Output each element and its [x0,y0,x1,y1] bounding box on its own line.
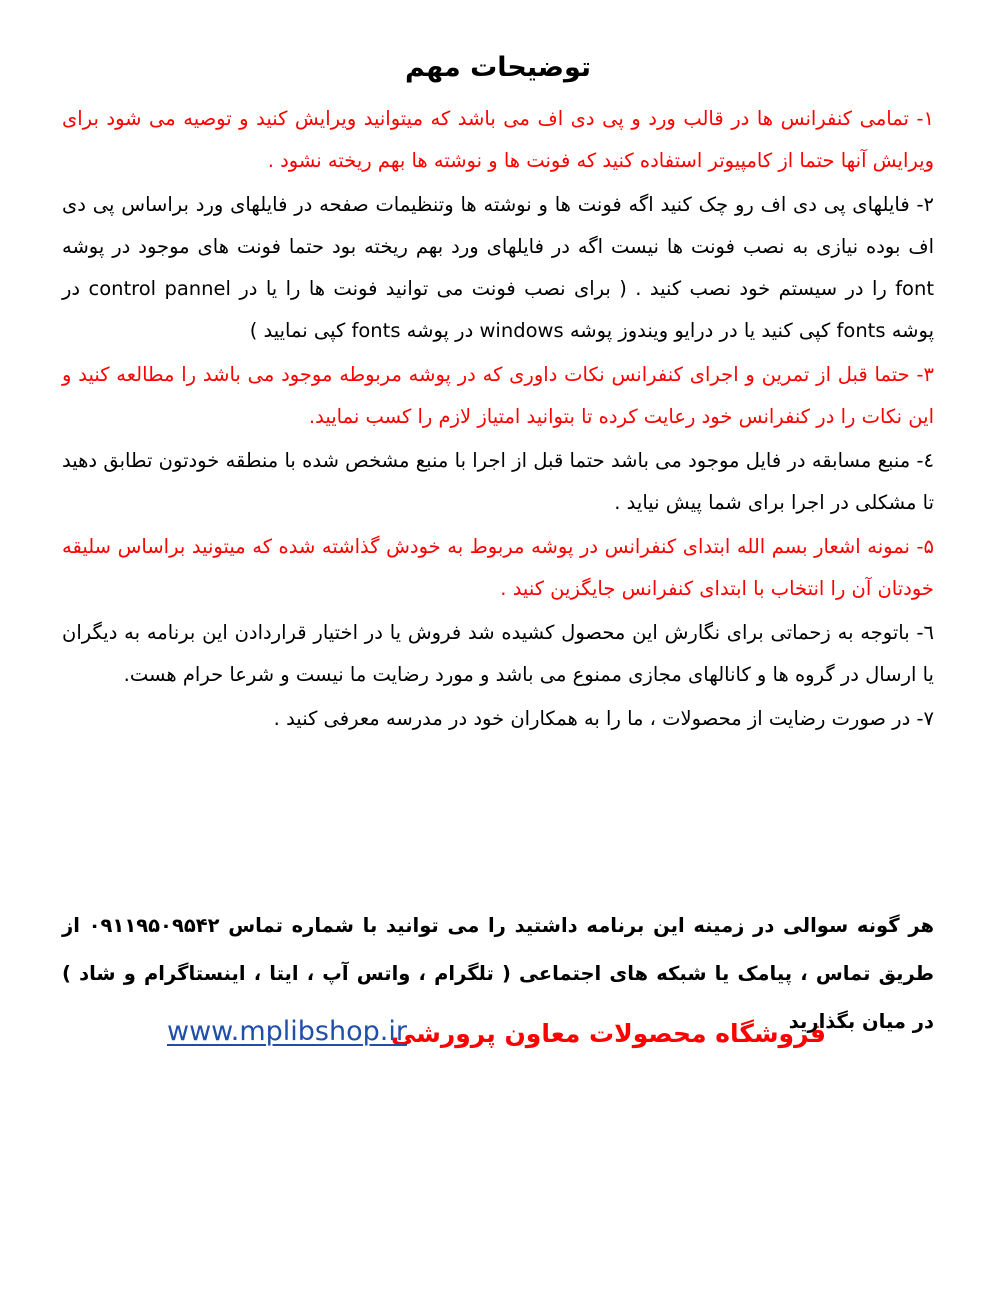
note-2: ۲- فایلهای پی دی اف رو چک کنید اگه فونت ها و نوشته ها وتنظیمات صفحه در فایلهای ورد براساس پی دی اف بوده نیازی به نصب فونت ها نیست اگه در فایلهای ورد بهم ریخته بود حتما فونت های موجود در پوشه font را در سیستم خود نصب کنید . ( برای نصب فونت می توانید فونت ها را یا در control pannel در پوشه fonts کپی کنید یا در درایو ویندوز پوشه windows در پوشه fonts کپی نمایید ) [62,193,934,342]
note-7: ۷- در صورت رضایت از محصولات ، ما را به همکاران خود در مدرسه معرفی کنید . [273,707,934,730]
contact-info: هر گونه سوالی در زمینه این برنامه داشتید را می توانید با شماره تماس ۰۹۱۱۹۵۰۹۵۴۲ از طریق تماس ، پیامک یا شبکه های اجتماعی ( تلگرام ، واتس آپ ، ایتا ، اینستاگرام و شاد ) در میان بگذارید [62,914,934,1033]
note-5: ۵- نمونه اشعار بسم الله ابتدای کنفرانس در پوشه مربوط به خودش گذاشته شده که میتونید براساس سلیقه خودتان آن را انتخاب با ابتدای کنفرانس جایگزین کنید . [62,535,934,600]
shop-name: فروشگاه محصولات معاون پرورشی [391,1019,826,1048]
document-body [62,48,934,742]
note-4: ٤- منبع مسابقه در فایل موجود می باشد حتما قبل از اجرا با منبع مشخص شده با منطقه خودتون تطابق دهید تا مشکلی در اجرا برای شما پیش نیاید . [62,449,934,514]
note-6: ٦- باتوجه به زحماتی برای نگارش این محصول کشیده شد فروش یا در اختیار قراردادن این برنامه به دیگران یا ارسال در گروه ها و کانالهای مجازی ممنوع می باشد و مورد رضایت ما نیست و شرعا حرام هست. [62,621,934,686]
page-title: توضیحات مهم [404,52,592,83]
notes-list [62,98,934,740]
website-link[interactable]: www.mplibshop.ir [167,1016,407,1047]
footer [0,1010,1000,1058]
note-1: ۱- تمامی کنفرانس ها در قالب ورد و پی دی اف می باشد که میتوانید ویرایش کنید و توصیه می شود برای ویرایش آنها حتما از کامپیوتر استفاده کنید که فونت ها و نوشته ها بهم ریخته نشود . [62,107,934,172]
note-3: ۳- حتما قبل از تمرین و اجرای کنفرانس نکات داوری که در پوشه مربوطه موجود می باشد را مطالعه کنید و این نکات را در کنفرانس خود رعایت کرده تا بتوانید امتیاز لازم را کسب نمایید. [62,363,934,428]
